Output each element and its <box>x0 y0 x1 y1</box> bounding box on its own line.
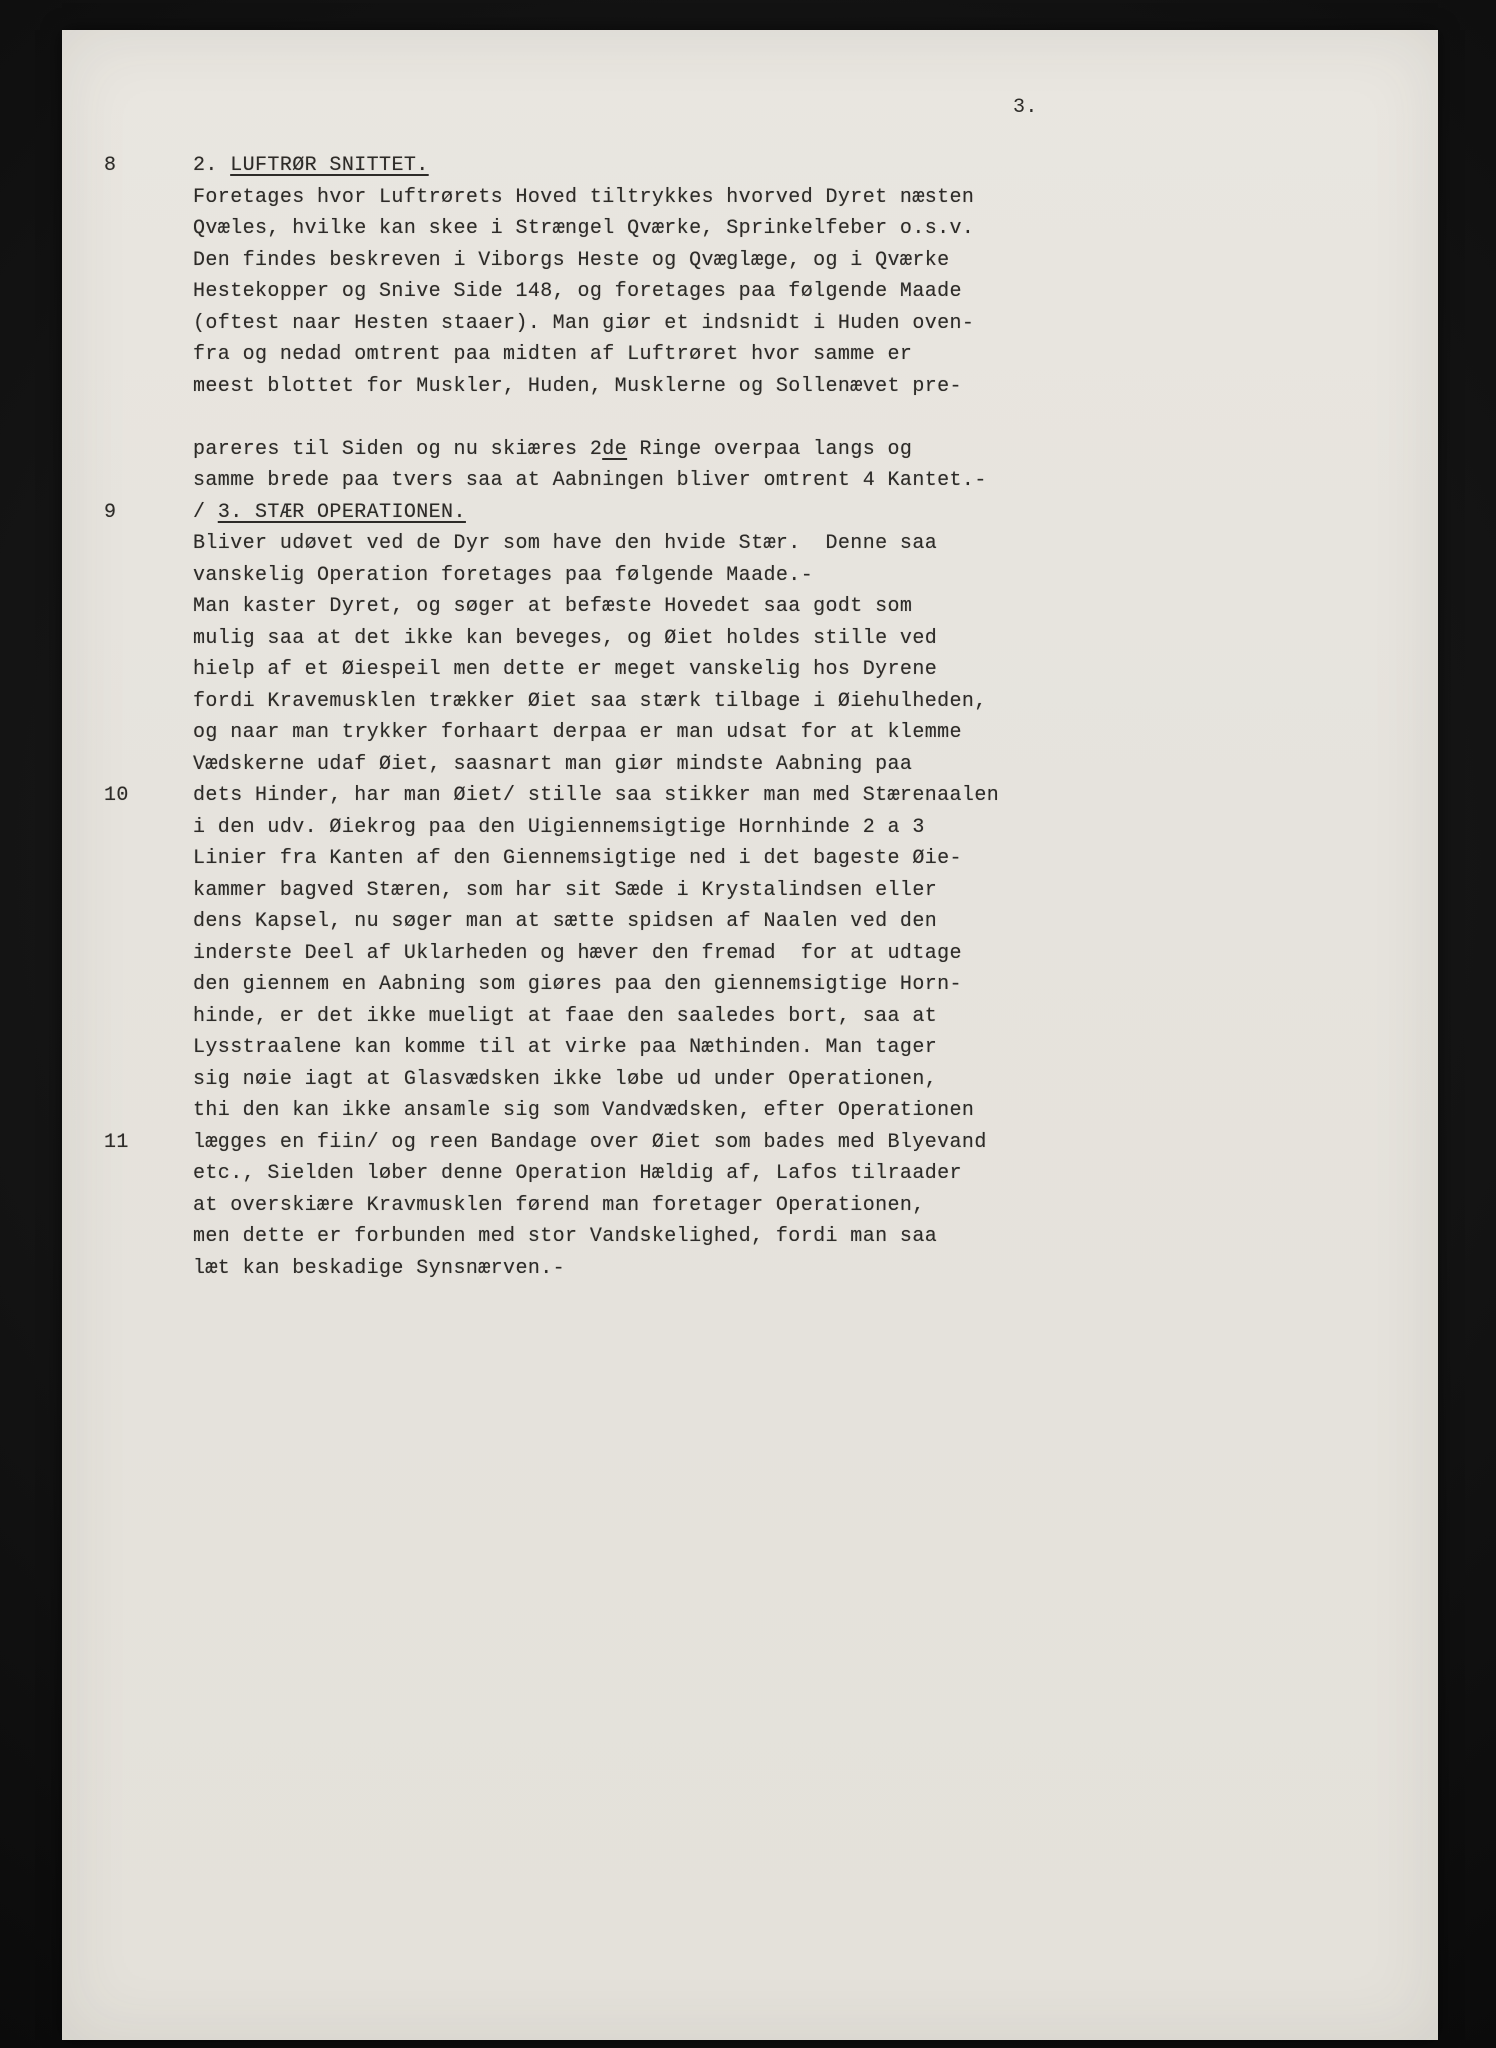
text-line <box>193 213 1133 245</box>
text-segment: meest blottet for Muskler, Huden, Musklerne og Sollenævet pre- <box>193 374 962 398</box>
text-segment: lægges en fiin/ og reen Bandage over Øiet som bades med Blyevand <box>193 1130 987 1154</box>
underlined-text: LUFTRØR SNITTET. <box>230 154 429 177</box>
margin-number: 8 <box>104 154 117 177</box>
text-line <box>104 150 1133 182</box>
text-segment: Lysstraalene kan komme til at virke paa Næthinden. Man tager <box>193 1036 938 1059</box>
text-segment: Man kaster Dyret, og søger at befæste Hovedet saa godt som <box>193 595 913 618</box>
margin-number: 9 <box>104 500 117 524</box>
text-segment: hielp af et Øiespeil men dette er meget vanskelig hos Dyrene <box>193 658 938 681</box>
text-line <box>193 686 1133 718</box>
text-segment: dens Kapsel, nu søger man at sætte spidsen af Naalen ved den <box>193 910 938 933</box>
text-segment: / <box>193 500 218 524</box>
text-segment: Den findes beskreven i Viborgs Heste og Qvæglæge, og i Qværke <box>193 248 950 272</box>
text-segment: Linier fra Kanten af den Giennemsigtige ned i det bageste Øie- <box>193 847 962 870</box>
text-segment: fra og nedad omtrent paa midten af Luftrøret hvor samme er <box>193 343 913 366</box>
text-segment: pareres til Siden og nu skiæres 2 <box>193 437 603 461</box>
text-line <box>193 276 1133 308</box>
text-line <box>193 591 1133 623</box>
text-segment: fordi Kravemusklen trækker Øiet saa stærk tilbage i Øiehulheden, <box>193 689 987 713</box>
margin-number: 10 <box>104 784 129 807</box>
page-number: 3. <box>1013 96 1038 119</box>
text-line <box>193 402 1133 434</box>
text-line <box>193 465 1133 497</box>
text-line <box>193 339 1133 371</box>
text-segment: læt kan beskadige Synsnærven.- <box>193 1256 566 1280</box>
text-segment: den giennem en Aabning som giøres paa den giennemsigtige Horn- <box>193 973 962 996</box>
text-line <box>193 938 1133 970</box>
text-line <box>193 1253 1133 1285</box>
text-segment: vanskelig Operation foretages paa følgende Maade.- <box>193 563 814 587</box>
text-segment: mulig saa at det ikke kan beveges, og Øiet holdes stille ved <box>193 626 938 650</box>
text-line <box>193 1095 1133 1127</box>
text-line <box>193 654 1133 686</box>
text-line <box>193 560 1133 592</box>
text-line <box>193 1032 1133 1064</box>
text-segment: og naar man trykker forhaart derpaa er man udsat for at klemme <box>193 721 962 744</box>
text-line <box>193 812 1133 844</box>
text-segment: at overskiære Kravmusklen førend man foretager Operationen, <box>193 1193 925 1217</box>
text-segment: 2. <box>193 154 231 177</box>
text-line <box>104 780 1133 812</box>
text-line <box>104 1127 1133 1159</box>
text-segment: Qvæles, hvilke kan skee i Strængel Qværke, Sprinkelfeber o.s.v. <box>193 217 975 240</box>
document-page <box>62 30 1438 2040</box>
text-segment: dets Hinder, har man Øiet/ stille saa stikker man med Stærenaalen <box>193 784 1000 807</box>
text-segment: samme brede paa tvers saa at Aabningen bliver omtrent 4 Kantet.- <box>193 469 987 492</box>
text-line <box>193 528 1133 560</box>
text-line <box>193 875 1133 907</box>
underlined-text: de <box>602 437 628 461</box>
text-segment: Foretages hvor Luftrørets Hoved tiltrykkes hvorved Dyret næsten <box>193 185 975 209</box>
text-line <box>193 906 1133 938</box>
text-line <box>193 969 1133 1001</box>
text-segment: sig nøie iagt at Glasvædsken ikke løbe ud under Operationen, <box>193 1067 938 1091</box>
text-segment: hinde, er det ikke mueligt at faae den saaledes bort, saa at <box>193 1004 938 1028</box>
text-block <box>104 150 1133 1284</box>
text-line <box>193 245 1133 277</box>
text-segment: inderste Deel af Uklarheden og hæver den fremad for at udtage <box>193 941 962 965</box>
text-segment: (oftest naar Hesten staaer). Man giør et indsnidt i Huden oven- <box>193 311 975 335</box>
text-line <box>193 717 1133 749</box>
text-segment: Vædskerne udaf Øiet, saasnart man giør mindste Aabning paa <box>193 752 913 776</box>
text-line <box>193 371 1133 403</box>
text-line <box>193 843 1133 875</box>
text-line <box>193 182 1133 214</box>
text-line <box>193 1064 1133 1096</box>
margin-number: 11 <box>104 1130 129 1154</box>
text-line <box>193 1158 1133 1190</box>
text-line <box>193 623 1133 655</box>
text-segment: men dette er forbunden med stor Vandskelighed, fordi man saa <box>193 1225 938 1248</box>
text-line <box>193 1190 1133 1222</box>
text-segment: Ringe overpaa langs og <box>627 437 913 461</box>
text-line <box>193 308 1133 340</box>
text-segment: i den udv. Øiekrog paa den Uigiennemsigtige Hornhinde 2 a 3 <box>193 815 925 839</box>
text-line <box>193 434 1133 466</box>
text-segment: kammer bagved Stæren, som har sit Sæde i Krystalindsen eller <box>193 878 938 902</box>
text-line <box>193 1221 1133 1253</box>
text-segment: etc., Sielden løber denne Operation Hældig af, Lafos tilraader <box>193 1162 962 1185</box>
text-segment: Hestekopper og Snive Side 148, og foretages paa følgende Maade <box>193 280 962 303</box>
text-segment: Bliver udøvet ved de Dyr som have den hvide Stær. Denne saa <box>193 532 938 555</box>
underlined-text: 3. STÆR OPERATIONEN. <box>217 500 466 524</box>
text-segment: thi den kan ikke ansamle sig som Vandvædsken, efter Operationen <box>193 1099 975 1122</box>
text-line <box>193 1001 1133 1033</box>
text-line <box>104 497 1133 529</box>
text-line <box>193 749 1133 781</box>
